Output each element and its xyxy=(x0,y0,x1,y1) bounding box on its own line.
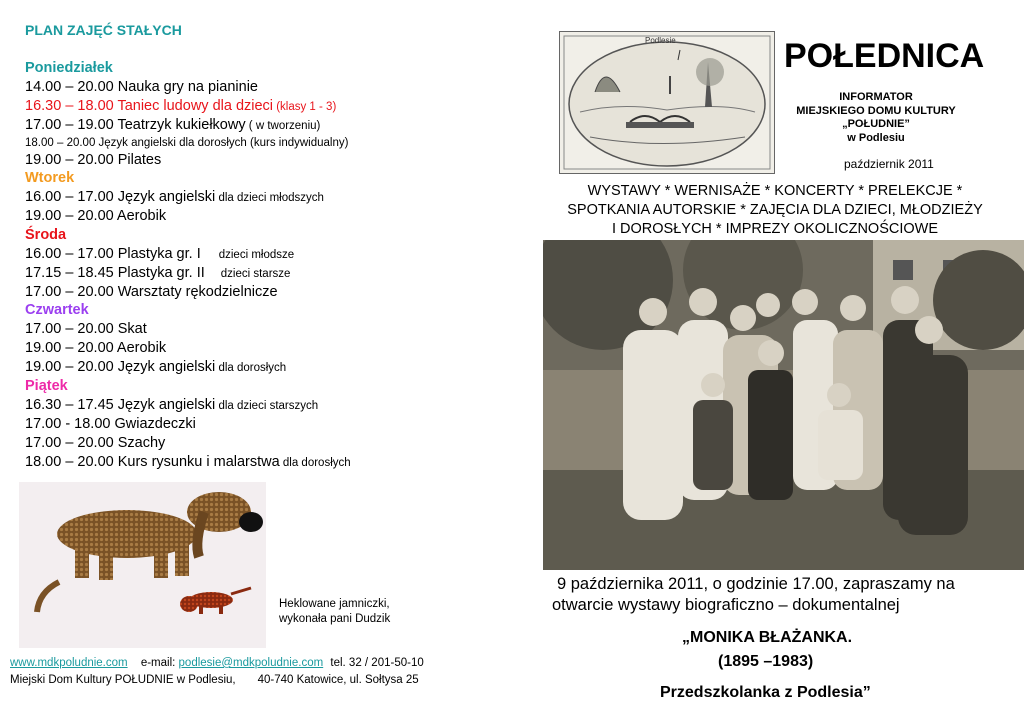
email-link[interactable]: podlesie@mdkpoludnie.com xyxy=(178,657,324,669)
website-link[interactable]: www.mdkpoludnie.com xyxy=(10,657,128,669)
day-thursday: Czwartek xyxy=(25,302,89,318)
sketch-label: Podlesie xyxy=(645,36,676,45)
exhibition-name: „MONIKA BŁAŻANKA. xyxy=(682,629,853,646)
phone: tel. 32 / 201-50-10 xyxy=(330,657,424,669)
exhibition-subtitle: Przedszkolanka z Podlesia” xyxy=(660,684,871,701)
newsletter-title: POŁEDNICA xyxy=(784,37,985,75)
plan-title: PLAN ZAJĘĆ STAŁYCH xyxy=(25,22,182,38)
schedule-line: 17.00 – 20.00 Skat xyxy=(25,321,147,337)
issue-date: październik 2011 xyxy=(844,157,934,171)
schedule-line: 16.30 – 17.45 Język angielski dla dzieci starszych xyxy=(25,397,319,413)
schedule-line: 17.00 – 20.00 Warsztaty rękodzielnicze xyxy=(25,284,278,300)
schedule-line: 16.00 – 17.00 Język angielski dla dzieci młodszych xyxy=(25,189,324,205)
historic-group-photo xyxy=(543,240,1024,570)
schedule-line: 17.00 – 20.00 Szachy xyxy=(25,435,166,451)
schedule-line-highlight: 16.30 – 18.00 Taniec ludowy dla dzieci (klasy 1 - 3) xyxy=(25,98,337,114)
exhibition-years: (1895 –1983) xyxy=(718,653,814,670)
day-monday: Poniedziałek xyxy=(25,60,113,76)
schedule-line: 17.00 – 19.00 Teatrzyk kukiełkowy ( w tworzeniu) xyxy=(25,117,321,133)
schedule-line: 17.00 - 18.00 Gwiazdeczki xyxy=(25,416,196,432)
schedule-line: 14.00 – 20.00 Nauka gry na pianinie xyxy=(25,79,258,95)
schedule-line: 16.00 – 17.00 Plastyka gr. I dzieci młodsze xyxy=(25,246,295,262)
photo-caption: Heklowane jamniczki, wykonała pani Dudzik xyxy=(279,598,391,625)
schedule-line: 19.00 – 20.00 Aerobik xyxy=(25,208,167,224)
schedule-line: 18.00 – 20.00 Kurs rysunku i malarstwa dla dorosłych xyxy=(25,454,351,470)
crochet-dogs-photo xyxy=(19,482,266,648)
day-tuesday: Wtorek xyxy=(25,170,75,186)
event-text-line1: 9 października 2011, o godzinie 17.00, zapraszamy na xyxy=(557,575,955,593)
schedule-line: 19.00 – 20.00 Język angielski dla dorosłych xyxy=(25,359,287,375)
schedule-line: 18.00 – 20.00 Język angielski dla dorosłych (kurs indywidualny) xyxy=(25,137,349,149)
village-sketch-image xyxy=(559,31,775,174)
address-line: Miejski Dom Kultury POŁUDNIE w Podlesiu, 40-740 Katowice, ul. Sołtysa 25 xyxy=(10,674,419,686)
day-friday: Piątek xyxy=(25,378,68,394)
day-wednesday: Środa xyxy=(25,227,67,243)
schedule-line: 19.00 – 20.00 Aerobik xyxy=(25,340,167,356)
schedule-line: 19.00 – 20.00 Pilates xyxy=(25,152,162,168)
schedule-line: 17.15 – 18.45 Plastyka gr. II dzieci starsze xyxy=(25,265,291,281)
informator-block: INFORMATOR MIEJSKIEGO DOMU KULTURY „POŁUDNIE” w Podlesiu xyxy=(796,91,956,144)
activities-banner: WYSTAWY * WERNISAŻE * KONCERTY * PRELEKCJE * SPOTKANIA AUTORSKIE * ZAJĘCIA DLA DZIECI, MŁODZIEŻY I DOROSŁYCH * IMPREZY OKOLICZNOŚCIOWE xyxy=(567,183,983,237)
contact-line xyxy=(10,656,424,671)
email-label: e-mail: xyxy=(140,657,176,669)
event-text-line2: otwarcie wystawy biograficzno – dokumentalnej xyxy=(552,596,900,614)
